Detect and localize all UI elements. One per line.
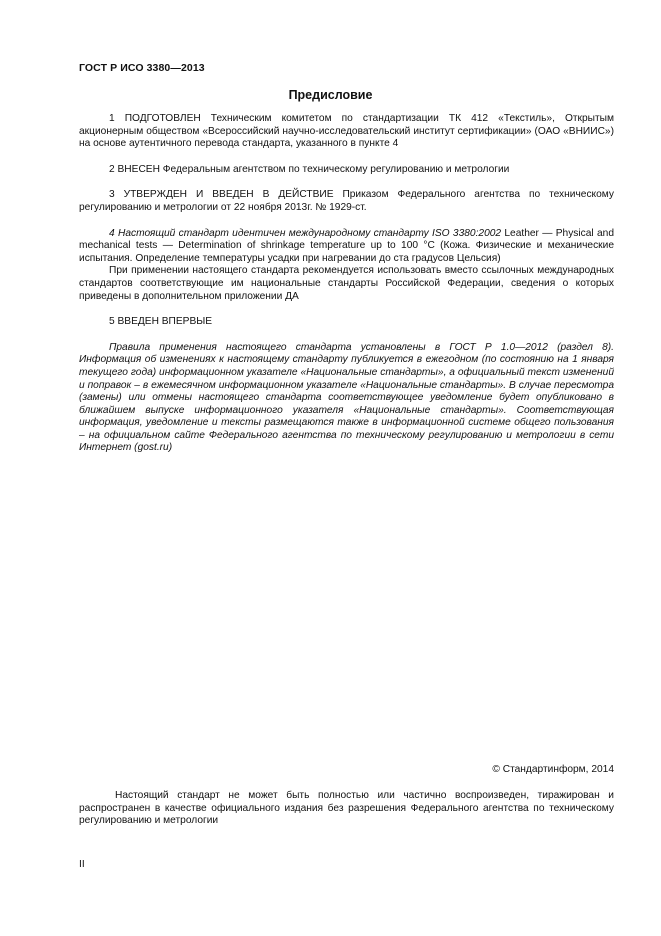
copyright-line: © Стандартинформ, 2014 (492, 764, 614, 775)
paragraph-identical-standard (79, 228, 614, 266)
paragraph-prepared: 1 ПОДГОТОВЛЕН Техническим комитетом по стандартизации ТК 412 «Текстиль», Открытым акционерным обществом «Всероссийский научно-исследовательский институт сертификации» (ОАО «ВНИИС») на основе аутентичного перевода стандарта, указанного в пункте 4 (79, 113, 614, 150)
paragraph-first-introduced: 5 ВВЕДЕН ВПЕРВЫЕ (109, 316, 213, 328)
paragraph-approved: 3 УТВЕРЖДЕН И ВВЕДЕН В ДЕЙСТВИЕ Приказом Федерального агентства по техническому регулированию и метрологии от 22 ноября 2013г. № 1929-ст. (79, 189, 614, 213)
paragraph-application-rules: Правила применения настоящего стандарта установлены в ГОСТ Р 1.0—2012 (раздел 8). Информация об изменениях к настоящему стандарту публикуется в ежегодном (по состоянию на 1 января текущего года) информационном указателе «Национальные стандарты», а официальный текст изменений и поправок – в ежемесячном информационном указателе «Национальные стандарты». В случае пересмотра (замены) или отмены настоящего стандарта соответствующее уведомление будет опубликовано в ближайшем выпуске информационного указателя «Национальные стандарты». Соответствующая информация, уведомление и тексты размещаются также в информационной системе общего пользования – на официальном сайте Федерального агентства по техническому регулированию и метрологии в сети Интернет (gost.ru) (79, 341, 614, 454)
page-title: Предисловие (288, 88, 373, 102)
foreword-body (79, 113, 614, 455)
reproduction-notice: Настоящий стандарт не может быть полностью или частично воспроизведен, тиражирован и распространен в качестве официального издания без разрешения Федерального агентства по техническому регулированию и метрологии (79, 790, 614, 827)
standard-title: Leather — Physical and mechanical tests — Determination of shrinkage temperature up to 100 °C (Кожа. Физические и механические испытания. Определение температуры усадки при нагревании до ста градусов Цельсия) (79, 227, 614, 264)
page-number: II (79, 859, 85, 870)
document-code: ГОСТ Р ИСО 3380—2013 (79, 62, 205, 74)
paragraph-references: При применении настоящего стандарта рекомендуется использовать вместо ссылочных международных стандартов соответствующие им национальные стандарты Российской Федерации, сведения о которых приведены в дополнительном приложении ДА (79, 265, 614, 302)
paragraph-introduced: 2 ВНЕСЕН Федеральным агентством по техническому регулированию и метрологии (109, 163, 510, 175)
standard-reference: 4 Настоящий стандарт идентичен международному стандарту ISO 3380:2002 (109, 227, 502, 239)
